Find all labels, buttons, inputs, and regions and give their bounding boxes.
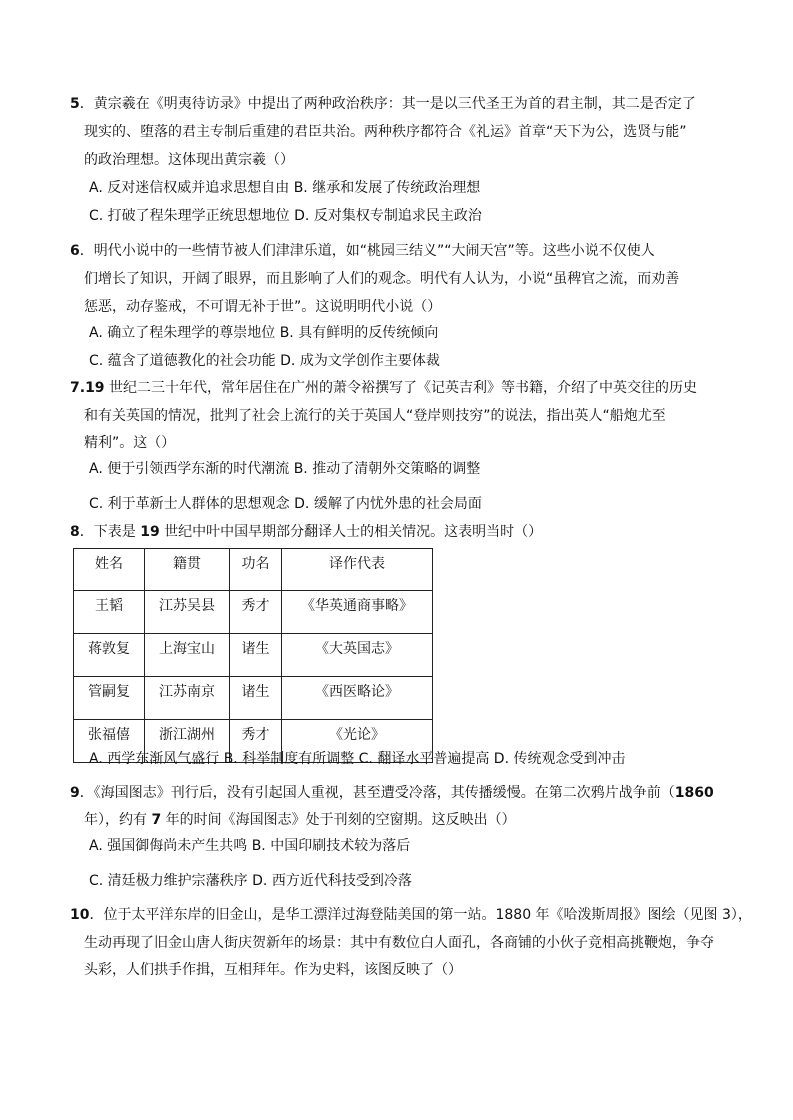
q9-stem-b: 年），约有 <box>84 812 152 828</box>
q5-option-a[interactable]: A. 反对迷信权威并追求思想自由 <box>89 180 290 196</box>
q6-options-ab <box>89 323 438 343</box>
cell-origin: 江苏吴县 <box>145 591 230 634</box>
q6-option-d[interactable]: D. 成为文学创作主要体裁 <box>280 353 440 369</box>
cell-works: 《光论》 <box>282 720 433 763</box>
q6-option-a[interactable]: A. 确立了程朱理学的尊崇地位 <box>89 325 276 341</box>
cell-degree: 秀才 <box>230 720 282 763</box>
q7-option-a[interactable]: A. 便于引领西学东渐的时代潮流 <box>89 461 290 477</box>
q8-stem-b: 世纪中叶中国早期部分翻译人士的相关情况。这表明当时（） <box>159 524 543 540</box>
q5-line3: 的政治理想。这体现出黄宗羲（） <box>84 152 294 168</box>
q9-year: 1860 <box>674 785 714 801</box>
header-degree: 功名 <box>230 549 282 591</box>
q6-number: 6 <box>70 243 80 259</box>
q7-line2: 和有关英国的情况，批判了社会上流行的关于英国人“登岸则技穷”的说法，指出英人“船炮尤至 <box>84 408 666 424</box>
q7-options-cd <box>89 494 482 514</box>
q6-line1 <box>70 241 655 261</box>
cell-name: 张福僖 <box>74 720 145 763</box>
cell-degree: 诸生 <box>230 677 282 720</box>
q8-options <box>89 749 625 769</box>
q5-option-b[interactable]: B. 继承和发展了传统政治理想 <box>293 180 481 196</box>
cell-name: 王韬 <box>74 591 145 634</box>
q5-options-ab <box>89 178 480 198</box>
cell-origin: 浙江湖州 <box>145 720 230 763</box>
table-row <box>74 677 433 720</box>
q6-stem: ．明代小说中的一些情节被人们津津乐道，如“桃园三结义”“大闹天宫”等。这些小说不仅使人 <box>79 243 655 259</box>
q5-number: 5 <box>70 96 80 112</box>
q8-option-b[interactable]: B. 科举制度有所调整 <box>223 751 355 767</box>
q10-stem: ．位于太平洋东岸的旧金山，是华工漂洋过海登陆美国的第一站。1880 年《哈泼斯周报》图绘（见图 3）， <box>89 907 752 923</box>
q5-options-cd <box>89 206 482 226</box>
q7-line1 <box>70 378 697 398</box>
q9-option-b[interactable]: B. 中国印刷技术较为落后 <box>251 838 411 854</box>
q7-options-ab <box>89 459 480 479</box>
q6-option-c[interactable]: C. 蕴含了道德教化的社会功能 <box>89 353 276 369</box>
q6-line2: 们增长了知识，开阔了眼界，而且影响了人们的观念。明代有人认为，小说“虽稗官之流，而劝善 <box>84 271 680 287</box>
q8-option-c[interactable]: C. 翻译水平普遍提高 <box>358 751 490 767</box>
q7-option-d[interactable]: D. 缓解了内忧外患的社会局面 <box>294 496 482 512</box>
q7-stem: 世纪二三十年代，常年居住在广州的萧令裕撰写了《记英吉利》等书籍，介绍了中英交往的历史 <box>104 380 697 396</box>
q5-option-c[interactable]: C. 打破了程朱理学正统思想地位 <box>89 208 290 224</box>
header-name: 姓名 <box>74 549 145 591</box>
q5-line2: 现实的、堕落的君主专制后重建的君臣共治。两种秩序都符合《礼运》首章“天下为公，选贤与能” <box>84 124 687 140</box>
cell-origin: 江苏南京 <box>145 677 230 720</box>
q7-option-c[interactable]: C. 利于革新士人群体的思想观念 <box>89 496 290 512</box>
q8-option-d[interactable]: D. 传统观念受到冲击 <box>493 751 626 767</box>
table-header-row <box>74 549 433 591</box>
cell-works: 《华英通商事略》 <box>282 591 433 634</box>
q5-stem: ．黄宗羲在《明夷待访录》中提出了两种政治秩序：其一是以三代圣王为首的君主制，其二是否定了 <box>79 96 696 112</box>
cell-degree: 诸生 <box>230 634 282 677</box>
header-works: 译作代表 <box>282 549 433 591</box>
q7-line3: 精利”。这（） <box>84 435 176 451</box>
q9-line2 <box>84 810 516 830</box>
q9-option-d[interactable]: D. 西方近代科技受到冷落 <box>252 873 412 889</box>
q6-line3: 惩恶，动存鉴戒，不可谓无补于世”。这说明明代小说（） <box>84 299 442 315</box>
table-row <box>74 591 433 634</box>
q7-option-b[interactable]: B. 推动了清朝外交策略的调整 <box>293 461 481 477</box>
cell-works: 《西医略论》 <box>282 677 433 720</box>
q8-number: 8 <box>70 524 80 540</box>
q10-line2: 生动再现了旧金山唐人街庆贺新年的场景：其中有数位白人面孔，各商铺的小伙子竞相高挑鞭炮，争夺 <box>84 935 714 951</box>
q10-line1 <box>70 905 752 925</box>
q8-option-a[interactable]: A. 西学东渐风气盛行 <box>89 751 220 767</box>
q5-option-d[interactable]: D. 反对集权专制追求民主政治 <box>294 208 482 224</box>
cell-works: 《大英国志》 <box>282 634 433 677</box>
q8-stem-a: ．下表是 <box>79 524 141 540</box>
header-origin: 籍贯 <box>145 549 230 591</box>
q8-year: 19 <box>140 524 160 540</box>
q6-options-cd <box>89 351 440 371</box>
q9-stem-c: 年的时间《海国图志》处于刊刻的空窗期。这反映出（） <box>161 812 516 828</box>
cell-name: 蒋敦复 <box>74 634 145 677</box>
q10-line3: 头彩，人们拱手作揖，互相拜年。作为史料，该图反映了（） <box>84 962 462 978</box>
q9-number: 9 <box>70 785 80 801</box>
q9-seven: 7 <box>151 812 162 828</box>
q8-line1 <box>70 522 542 542</box>
q9-option-a[interactable]: A. 强国御侮尚未产生共鸣 <box>89 838 248 854</box>
q7-number: 7. <box>70 380 86 396</box>
q9-options-ab <box>89 836 410 856</box>
q9-option-c[interactable]: C. 清廷极力维护宗藩秩序 <box>89 873 248 889</box>
q9-stem-a: ．《海国图志》刊行后，没有引起国人重视，甚至遭受冷落，其传播缓慢。在第二次鸦片战争前（ <box>79 785 675 801</box>
cell-origin: 上海宝山 <box>145 634 230 677</box>
translators-table <box>73 548 433 763</box>
cell-degree: 秀才 <box>230 591 282 634</box>
q10-number: 10 <box>70 907 90 923</box>
q7-year: 19 <box>85 380 105 396</box>
table-row <box>74 634 433 677</box>
q9-line1 <box>70 783 714 803</box>
q9-options-cd <box>89 871 412 891</box>
cell-name: 管嗣复 <box>74 677 145 720</box>
q5-line1 <box>70 94 696 114</box>
q6-option-b[interactable]: B. 具有鲜明的反传统倾向 <box>279 325 439 341</box>
